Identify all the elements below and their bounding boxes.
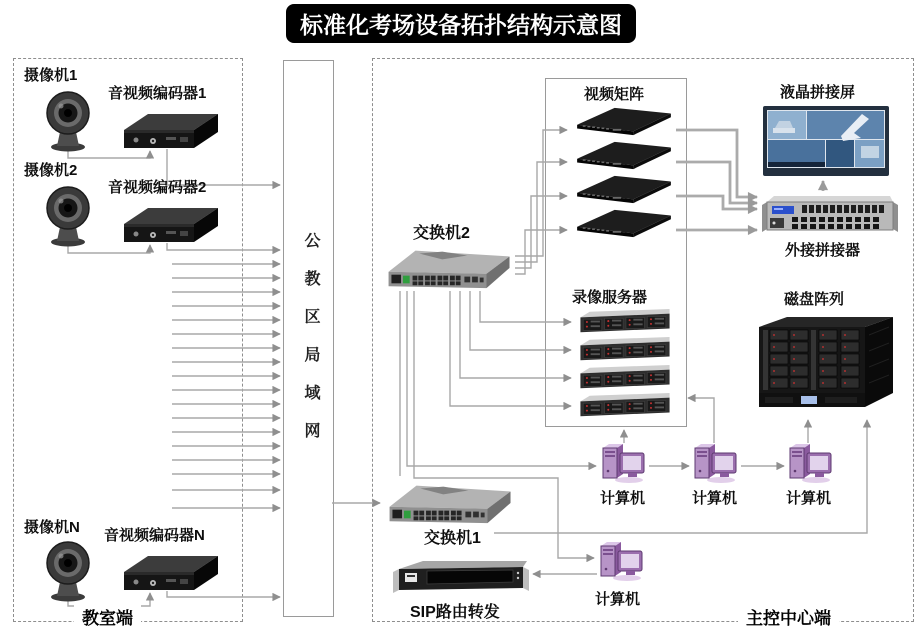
diagram-title: 标准化考场设备拓扑结构示意图 <box>286 4 636 43</box>
camera-n-icon <box>40 538 96 607</box>
recording-server-1-icon <box>575 309 675 340</box>
encoder-2-label: 音视频编码器2 <box>108 179 207 196</box>
splicer-icon <box>762 193 898 242</box>
camera-2-icon <box>40 183 96 252</box>
splicer-label: 外接拼接器 <box>785 242 861 259</box>
switch-1-icon <box>385 478 517 531</box>
video-matrix-label: 视频矩阵 <box>584 86 645 103</box>
computer-1-icon <box>601 443 647 488</box>
sip-router-label: SIP路由转发 <box>410 604 500 621</box>
recording-server-3-icon <box>575 365 675 396</box>
video-matrix-unit-2-icon <box>572 140 676 175</box>
computer-2-icon <box>693 443 739 488</box>
switch-1-label: 交换机1 <box>424 530 481 547</box>
sip-router-icon <box>393 558 529 599</box>
computer-3-icon <box>788 443 834 488</box>
disk-array-icon <box>753 315 895 420</box>
lcd-wall-label: 液晶拼接屏 <box>780 84 856 101</box>
video-matrix-unit-3-icon <box>572 174 676 209</box>
classroom-region-label: 教室端 <box>74 604 141 629</box>
encoder-1-label: 音视频编码器1 <box>108 85 207 102</box>
recording-server-label: 录像服务器 <box>572 289 648 306</box>
encoder-1-icon <box>122 104 220 155</box>
control-center-region-label: 主控中心端 <box>738 604 839 629</box>
computer-4-icon <box>599 541 645 586</box>
camera-1-label: 摄像机1 <box>24 67 78 84</box>
camera-2-label: 摄像机2 <box>24 162 78 179</box>
computer-3-label: 计算机 <box>786 490 832 507</box>
switch-2-icon <box>385 243 515 296</box>
computer-4-label: 计算机 <box>595 591 641 608</box>
lan-label: 公教区局域网 <box>302 232 319 460</box>
switch-2-label: 交换机2 <box>413 225 470 242</box>
camera-n-label: 摄像机N <box>24 519 80 536</box>
disk-array-label: 磁盘阵列 <box>784 291 845 308</box>
computer-1-label: 计算机 <box>600 490 646 507</box>
camera-1-icon <box>40 88 96 157</box>
recording-server-4-icon <box>575 393 675 424</box>
video-matrix-unit-4-icon <box>572 208 676 243</box>
encoder-n-icon <box>122 546 220 597</box>
encoder-n-label: 音视频编码器N <box>104 527 205 544</box>
recording-server-2-icon <box>575 337 675 368</box>
encoder-2-icon <box>122 198 220 249</box>
lcd-wall-icon <box>763 106 889 181</box>
video-matrix-unit-1-icon <box>572 106 676 141</box>
computer-2-label: 计算机 <box>692 490 738 507</box>
